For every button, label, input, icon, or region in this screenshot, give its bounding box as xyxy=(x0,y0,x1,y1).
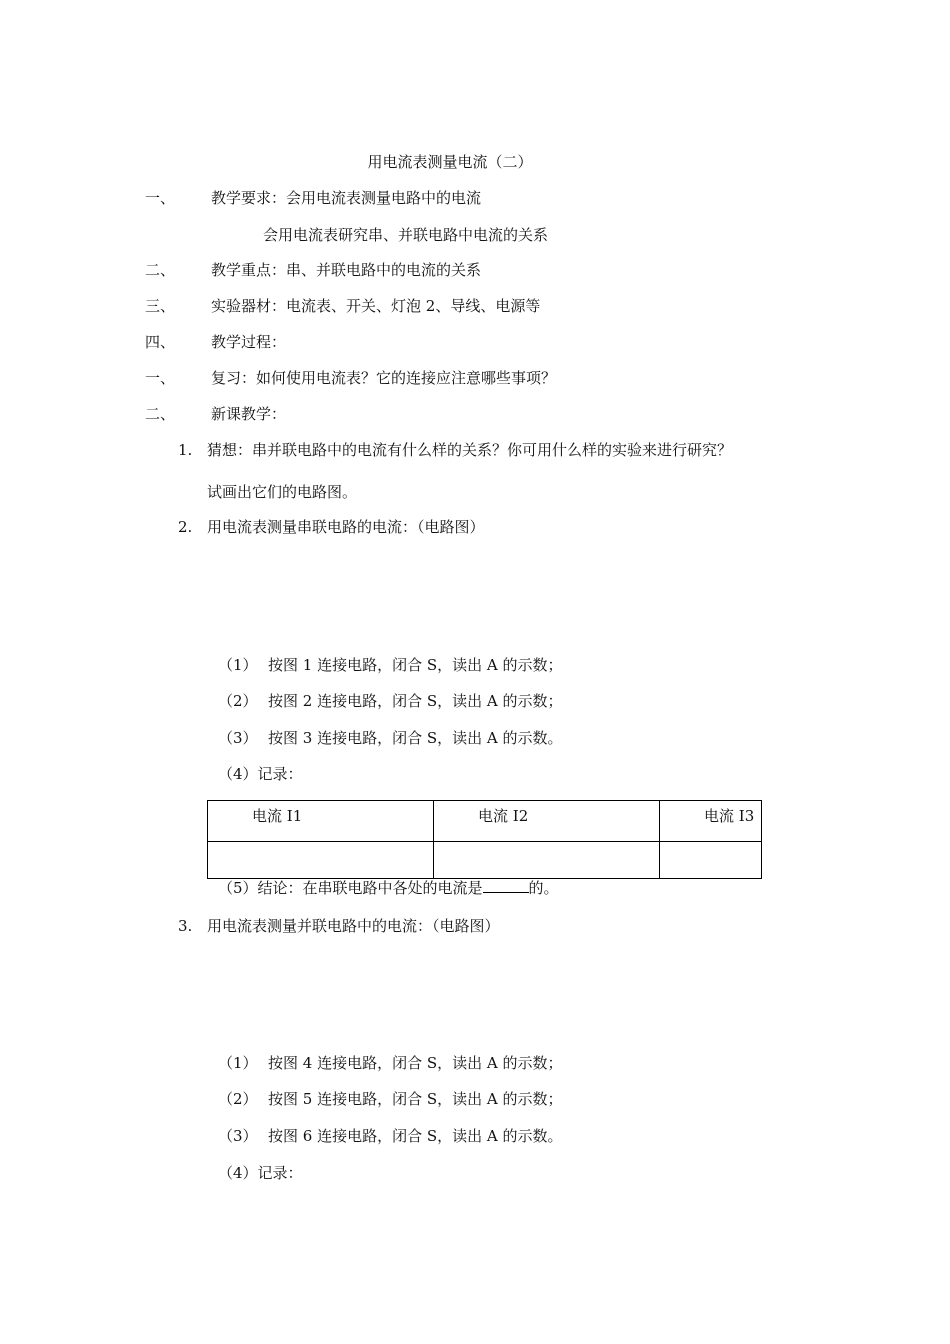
item-2-number: 2. xyxy=(178,518,193,536)
table-row xyxy=(208,842,762,879)
record-table xyxy=(207,800,762,879)
item-1-continuation: 试画出它们的电路图。 xyxy=(207,483,358,501)
page-title: 用电流表测量电流（二） xyxy=(367,153,533,171)
table-cell xyxy=(208,842,434,879)
step-number: （2） xyxy=(218,1090,258,1108)
fill-in-blank xyxy=(483,878,529,893)
table-header-cell: 电流 I2 xyxy=(434,801,660,842)
step-text: 按图 4 连接电路，闭合 S，读出 A 的示数； xyxy=(268,1054,563,1072)
table-header-row xyxy=(208,801,762,842)
step-number: （3） xyxy=(218,1127,258,1145)
step-text: 按图 6 连接电路，闭合 S，读出 A 的示数。 xyxy=(268,1127,563,1145)
section-1-continuation: 会用电流表研究串、并联电路中电流的关系 xyxy=(263,226,549,244)
table-cell xyxy=(434,842,660,879)
section-1-number: 一、 xyxy=(145,189,176,207)
step-number: （1） xyxy=(218,656,258,674)
item-2-text: 用电流表测量串联电路的电流：（电路图） xyxy=(207,518,485,536)
section-2-number: 二、 xyxy=(145,261,176,279)
record-label: （4）记录： xyxy=(218,765,303,783)
table-cell xyxy=(660,842,762,879)
section-1-text: 教学要求：会用电流表测量电路中的电流 xyxy=(211,189,482,207)
section-3-text: 实验器材：电流表、开关、灯泡 2、导线、电源等 xyxy=(211,297,541,315)
record-label: （4）记录： xyxy=(218,1164,303,1182)
conclusion-end: 的。 xyxy=(528,879,559,897)
section-3-number: 三、 xyxy=(145,297,176,315)
section-2-text: 教学重点：串、并联电路中的电流的关系 xyxy=(211,261,482,279)
item-3-text: 用电流表测量并联电路中的电流：（电路图） xyxy=(207,917,500,935)
section-4-text: 教学过程： xyxy=(211,333,287,351)
step-text: 按图 1 连接电路，闭合 S，读出 A 的示数； xyxy=(268,656,563,674)
step-text: 按图 3 连接电路，闭合 S，读出 A 的示数。 xyxy=(268,729,563,747)
process-1-number: 一、 xyxy=(145,369,176,387)
section-4-number: 四、 xyxy=(145,333,176,351)
step-number: （3） xyxy=(218,729,258,747)
conclusion-text: （5）结论：在串联电路中各处的电流是 xyxy=(218,879,483,897)
step-number: （1） xyxy=(218,1054,258,1072)
table-header-cell: 电流 I3 xyxy=(660,801,762,842)
item-1-text: 猜想：串并联电路中的电流有什么样的关系？你可用什么样的实验来进行研究？ xyxy=(207,441,733,459)
step-text: 按图 2 连接电路，闭合 S，读出 A 的示数； xyxy=(268,692,563,710)
item-1-number: 1. xyxy=(178,441,193,459)
step-number: （2） xyxy=(218,692,258,710)
process-2-text: 新课教学： xyxy=(211,405,287,423)
process-1-text: 复习：如何使用电流表？它的连接应注意哪些事项？ xyxy=(211,369,557,387)
process-2-number: 二、 xyxy=(145,405,176,423)
step-text: 按图 5 连接电路，闭合 S，读出 A 的示数； xyxy=(268,1090,563,1108)
table-header-cell: 电流 I1 xyxy=(208,801,434,842)
item-3-number: 3. xyxy=(178,917,193,935)
conclusion xyxy=(218,878,559,898)
